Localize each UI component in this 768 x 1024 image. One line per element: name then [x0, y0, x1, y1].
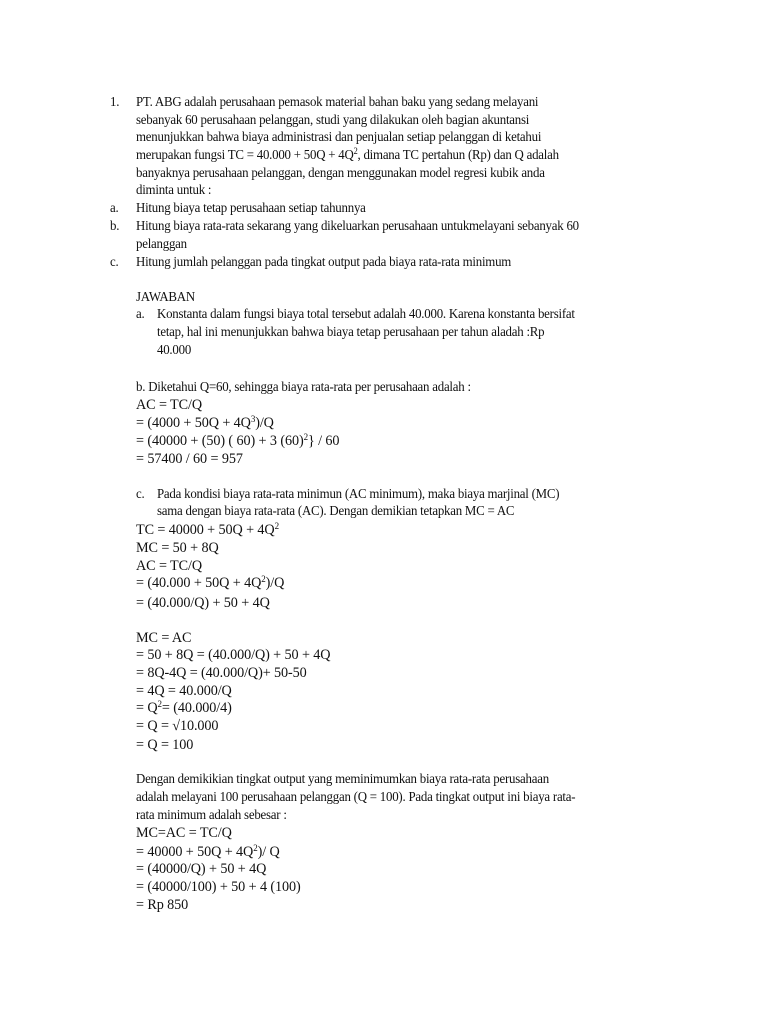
question-stem-line: banyaknya perusahaan pelanggan, dengan menggunakan model regresi kubik anda — [136, 166, 545, 181]
conclusion-line: rata minimum adalah sebesar : — [136, 808, 287, 823]
answer-a-line: Konstanta dalam fungsi biaya total tersebut adalah 40.000. Karena konstanta bersifat — [157, 307, 575, 322]
solve-line: = 8Q-4Q = (40.000/Q)+ 50-50 — [136, 665, 307, 681]
answer-b-equation: = (40000 + (50) ( 60) + 3 $(60)^2\} / 60$ — [136, 432, 340, 449]
solve-line: = Q = √10.000 — [136, 718, 219, 734]
solve-line: = 4Q = 40.000/Q — [136, 683, 232, 699]
question-stem-line: menunjukkan bahwa biaya administrasi dan penjualan setiap pelanggan di ketahui — [136, 130, 542, 145]
question-stem-line: merupakan fungsi TC = $40.000 + 50Q + 4Q^2$, dimana TC pertahun (Rp) dan Q adalah — [136, 146, 559, 163]
answer-heading: JAWABAN — [136, 290, 195, 305]
item-a-marker: a. — [110, 201, 119, 216]
item-c-marker: c. — [110, 255, 119, 270]
answer-c-equation: AC = TC/Q — [136, 558, 202, 574]
answer-c-equation: = (40.000/Q) + 50 + 4Q — [136, 595, 270, 611]
item-a-text: Hitung biaya tetap perusahaan setiap tahunnya — [136, 201, 366, 216]
answer-a-line: tetap, hal ini menunjukkan bahwa biaya tetap perusahaan per tahun aladah :Rp — [157, 325, 545, 340]
answer-c-marker: c. — [136, 487, 145, 502]
final-line: = (40000/Q) + 50 + 4Q — [136, 861, 267, 877]
answer-c-equation: TC = $40000 + 50Q + 4Q^2$ — [136, 521, 279, 538]
solve-line: MC = AC — [136, 630, 192, 646]
question-stem-line: sebanyak 60 perusahaan pelanggan, studi yang dilakukan oleh bagian akuntansi — [136, 113, 530, 128]
question-stem-line: PT. ABG adalah perusahaan pemasok material bahan baku yang sedang melayani — [136, 95, 539, 110]
answer-b-equation: AC = TC/Q — [136, 397, 202, 413]
conclusion-line: Dengan demikikian tingkat output yang meminimumkan biaya rata-rata perusahaan — [136, 772, 549, 787]
answer-a-marker: a. — [136, 307, 145, 322]
final-line: = $40000 + 50Q + 4Q^2)/$ Q — [136, 843, 280, 860]
item-b-marker: b. — [110, 219, 120, 234]
solve-line: = $Q^2= (40.000/4)$ — [136, 699, 232, 716]
question-number: 1. — [110, 95, 120, 110]
solve-line: = 50 + 8Q = (40.000/Q) + 50 + 4Q — [136, 647, 331, 663]
question-stem-line: diminta untuk : — [136, 183, 212, 198]
answer-c-intro: Pada kondisi biaya rata-rata minimun (AC minimum), maka biaya marjinal (MC) — [157, 487, 560, 502]
item-b-text: Hitung biaya rata-rata sekarang yang dikeluarkan perusahaan untukmelayani sebanyak 60 — [136, 219, 579, 234]
item-c-text: Hitung jumlah pelanggan pada tingkat output pada biaya rata-rata minimum — [136, 255, 512, 270]
final-line: = Rp 850 — [136, 897, 189, 913]
final-line: MC=AC = TC/Q — [136, 825, 232, 841]
conclusion-line: adalah melayani 100 perusahaan pelanggan (Q = 100). Pada tingkat output ini biaya rata- — [136, 790, 576, 805]
item-b-text: pelanggan — [136, 237, 187, 252]
answer-c-equation: = $(40.000 + 50Q + 4Q^2)/Q$ — [136, 574, 285, 591]
answer-b-equation: = $(4000 + 50Q + 4Q^3)/Q$ — [136, 414, 274, 431]
answer-b-equation: = 57400 / 60 = 957 — [136, 451, 243, 467]
solve-line: = Q = 100 — [136, 737, 194, 753]
answer-b-intro: b. Diketahui Q=60, sehingga biaya rata-rata per perusahaan adalah : — [136, 380, 471, 395]
answer-c-equation: MC = 50 + 8Q — [136, 540, 219, 556]
final-line: = (40000/100) + 50 + 4 (100) — [136, 879, 301, 895]
answer-c-intro: sama dengan biaya rata-rata (AC). Dengan demikian tetapkan MC = AC — [157, 504, 515, 519]
answer-a-line: 40.000 — [157, 343, 192, 358]
